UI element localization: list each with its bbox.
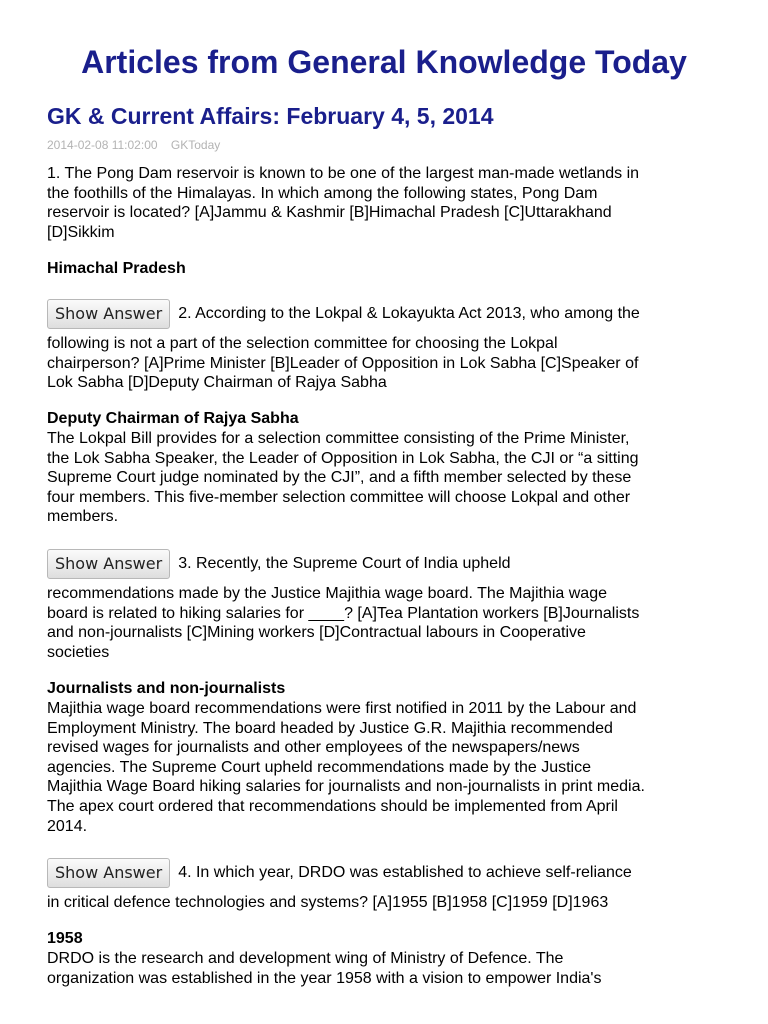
question-4-answer: 1958 <box>47 930 83 947</box>
question-3-row <box>47 548 737 580</box>
question-2-answer: Deputy Chairman of Rajya Sabha <box>47 410 299 427</box>
question-4-text: in critical defence technologies and systems? [A]1955 [B]1958 [C]1959 [D]1963 <box>47 894 609 911</box>
question-2-lead: 2. According to the Lokpal & Lokayukta Act 2013, who among the <box>178 305 640 323</box>
show-answer-button-1[interactable]: Show Answer <box>47 299 170 329</box>
post-author: GKToday <box>170 138 221 152</box>
site-title: Articles from General Knowledge Today <box>81 44 687 80</box>
post-date: 2014-02-08 11:02:00 <box>47 138 158 152</box>
question-4-lead: 4. In which year, DRDO was established to achieve self-reliance <box>178 864 632 882</box>
question-3-lead: 3. Recently, the Supreme Court of India upheld <box>178 555 511 573</box>
question-4-row <box>47 857 737 889</box>
question-4-explanation: DRDO is the research and development wing of Ministry of Defence. The organization was established in the year 1958 with a vision to empower India's <box>47 950 602 987</box>
show-answer-button-3[interactable]: Show Answer <box>47 858 170 888</box>
question-2-row <box>47 298 737 330</box>
question-3-explanation: Majithia wage board recommendations were first notified in 2011 by the Labour and Employment Ministry. The board headed by Justice G.R. Majithia recommended revised wages for journalists and other employees of the newspapers/news agencies. The Supreme Court upheld recommendations made by the Justice Majithia Wage Board hiking salaries for journalists and non-journalists in print media. The apex court ordered that recommendations should be implemented from April 2014. <box>47 700 645 835</box>
show-answer-button-2[interactable]: Show Answer <box>47 549 170 579</box>
question-1-text: 1. The Pong Dam reservoir is known to be one of the largest man-made wetlands in the foothills of the Himalayas. In which among the following states, Pong Dam reservoir is located? [A]Jammu & Kashmir [B]Himachal Pradesh [C]Uttarakhand [D]Sikkim <box>47 165 640 241</box>
question-3-answer: Journalists and non-journalists <box>47 680 286 697</box>
question-2-text: following is not a part of the selection committee for choosing the Lokpal chairperson? [A]Prime Minister [B]Leader of Opposition in Lok Sabha [C]Speaker of Lok Sabha [D]Deputy Chairman of Rajya Sabha <box>47 335 639 392</box>
question-1-answer: Himachal Pradesh <box>47 260 186 277</box>
question-2-explanation: The Lokpal Bill provides for a selection committee consisting of the Prime Minister, the Lok Sabha Speaker, the Leader of Opposition in Lok Sabha, the CJI or “a sitting Supreme Court judge nominated by the CJI”, and a fifth member selected by these four members. This five-member selection committee will choose Lokpal and other members. <box>47 430 639 526</box>
post-title: GK & Current Affairs: February 4, 5, 2014 <box>47 103 494 129</box>
question-3-text: recommendations made by the Justice Majithia wage board. The Majithia wage board is related to hiking salaries for ____? [A]Tea Plantation workers [B]Journalists and non-journalists [C]Mining workers [D]Contractual labours in Cooperative societies <box>47 585 640 661</box>
post-meta <box>47 137 220 153</box>
